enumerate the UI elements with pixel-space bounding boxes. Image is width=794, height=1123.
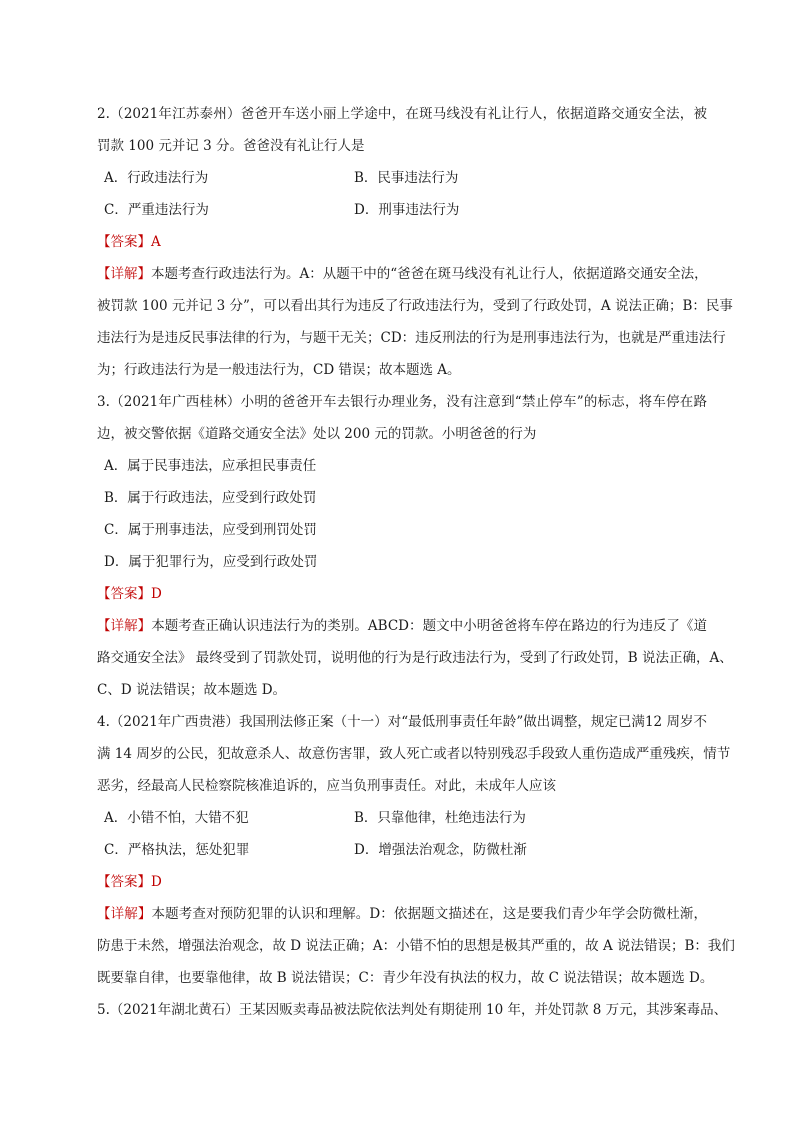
q4-option-c: C．严格执法，惩处犯罪 [104,842,250,858]
q4-stem-line3: 恶劣，经最高人民检察院核准追诉的，应当负刑事责任。对此，未成年人应该 [97,778,556,794]
q4-stem-line2: 满 14 周岁的公民，犯故意杀人、故意伤害罪，致人死亡或者以特别残忍手段致人重伤造成严重残疾，情节 [97,746,731,762]
q4-detail-line3: 既要靠自律，也要靠他律，故 B 说法错误；C：青少年没有执法的权力，故 C 说法错误；故本题选 D。 [97,970,714,986]
q2-detail-line3: 违法行为是违反民事法律的行为，与题干无关；CD：违反刑法的行为是刑事违法行为，也就是严重违法行 [97,330,726,346]
q4-options-row1 [97,802,707,834]
answer-tag: 【答案】 [97,874,151,890]
q3-answer [97,578,707,610]
q5-stem-line1: 5.（2021年湖北黄石）王某因贩卖毒品被法院依法判处有期徒刑 10 年，并处罚款 8 万元，其涉案毒品、 [97,1002,728,1018]
q2-answer [97,226,707,258]
q4-stem-line1: 4.（2021年广西贵港）我国刑法修正案（十一）对“最低刑事责任年龄”做出调整，规定已满12 周岁不 [97,714,707,730]
detail-tag: 【详解】 [97,266,151,282]
q3-option-d: D．属于犯罪行为，应受到行政处罚 [104,554,318,570]
q2-option-b: B．民事违法行为 [354,170,459,186]
detail-tag: 【详解】 [97,906,152,922]
q2-option-d: D．刑事违法行为 [354,202,460,218]
question-content [97,98,735,1026]
q4-answer [97,866,707,898]
q4-detail-line1: 【详解】本题考查对预防犯罪的认识和理解。D：依据题文描述在，这是要我们青少年学会防微杜渐， [97,906,708,922]
q3-option-b: B．属于行政违法，应受到行政处罚 [104,490,317,506]
q3-option-c: C．属于刑事违法，应受到刑罚处罚 [104,522,317,538]
q2-options-row1 [97,162,707,194]
answer-value: D [151,586,162,602]
q2-options-row2 [97,194,707,226]
q4-options-row2 [97,834,707,866]
q4-option-d: D．增强法治观念，防微杜渐 [354,842,527,858]
q2-stem-line1: 2.（2021年江苏泰州）爸爸开车送小丽上学途中，在斑马线没有礼让行人，依据道路交通安全法，被 [97,106,707,122]
q2-option-a: A．行政违法行为 [104,170,209,186]
answer-value: D [151,874,162,890]
q4-option-a: A．小错不怕，大错不犯 [104,810,249,826]
q3-stem-line1: 3.（2021年广西桂林）小明的爸爸开车去银行办理业务，没有注意到“禁止停车”的标志，将车停在路 [97,394,707,410]
q4-option-b: B．只靠他律，杜绝违法行为 [354,810,526,826]
detail-tag: 【详解】 [97,618,152,634]
answer-tag: 【答案】 [97,234,151,250]
q3-stem-line2: 边，被交警依据《道路交通安全法》处以 200 元的罚款。小明爸爸的行为 [97,426,537,442]
answer-value: A [151,234,161,250]
q3-detail-line3: C、D 说法错误；故本题选 D。 [97,682,287,698]
q2-option-c: C．严重违法行为 [104,202,209,218]
answer-tag: 【答案】 [97,586,151,602]
q2-detail-line2: 被罚款 100 元并记 3 分”，可以看出其行为违反了行政违法行为，受到了行政处罚，A 说法正确；B：民事 [97,298,733,314]
q2-stem-line2: 罚款 100 元并记 3 分。爸爸没有礼让行人是 [97,138,365,154]
q3-detail-line1: 【详解】本题考查正确认识违法行为的类别。ABCD：题文中小明爸爸将车停在路边的行为违反了《道 [97,618,707,634]
q4-detail-line2: 防患于未然，增强法治观念，故 D 说法正确；A：小错不怕的思想是极其严重的，故 A 说法错误；B：我们 [97,938,735,954]
q3-option-a: A．属于民事违法，应承担民事责任 [104,458,317,474]
q2-detail-line4: 为；行政违法行为是一般违法行为，CD 错误；故本题选 A。 [97,362,461,378]
q2-detail-line1: 【详解】本题考查行政违法行为。A：从题干中的“爸爸在斑马线没有礼让行人，依据道路交通安全法， [97,266,708,282]
q3-detail-line2: 路交通安全法》 最终受到了罚款处罚，说明他的行为是行政违法行为，受到了行政处罚，B 说法正确，A、 [97,650,733,666]
